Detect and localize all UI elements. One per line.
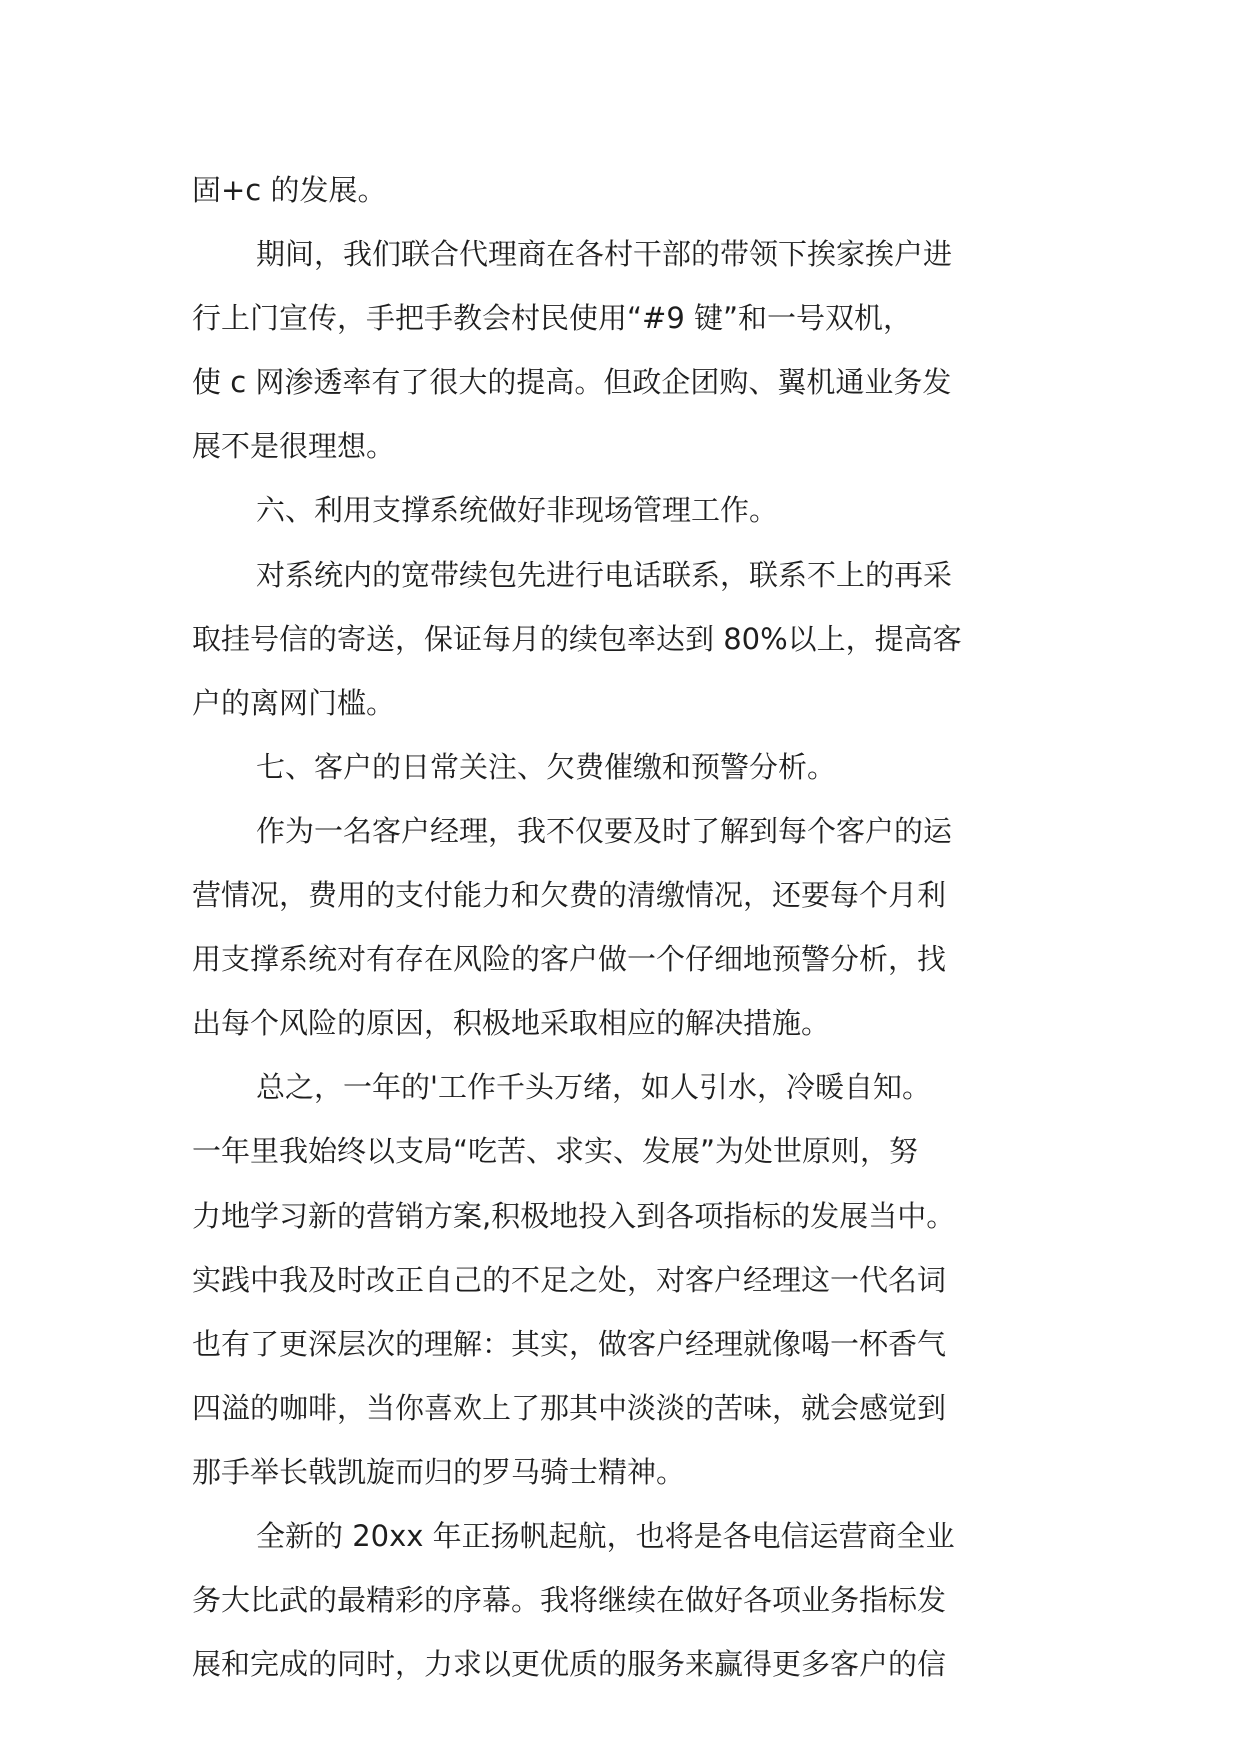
text-line: 务大比武的最精彩的序幕。我将继续在做好各项业务指标发	[192, 1583, 947, 1618]
text-line: 期间，我们联合代理商在各村干部的带领下挨家挨户进	[256, 237, 953, 272]
text-line: 也有了更深层次的理解：其实，做客户经理就像喝一杯香气	[192, 1326, 947, 1361]
text-line: 总之，一年的'工作千头万绪，如人引水，冷暖自知。	[256, 1070, 931, 1105]
text-line: 用支撑系统对有存在风险的客户做一个仔细地预警分析，找	[192, 942, 947, 977]
text-line: 那手举长戟凯旋而归的罗马骑士精神。	[192, 1454, 686, 1489]
text-line: 四溢的咖啡，当你喜欢上了那其中淡淡的苦味，就会感觉到	[192, 1390, 947, 1425]
document-body	[192, 158, 1052, 1696]
text-line: 营情况，费用的支付能力和欠费的清缴情况，还要每个月利	[192, 878, 947, 913]
text-line: 全新的 20xx 年正扬帆起航，也将是各电信运营商全业	[256, 1518, 955, 1553]
text-line: 固+c 的发展。	[192, 173, 387, 207]
text-line: 一年里我始终以支局“吃苦、求实、发展”为处世原则，努	[192, 1134, 919, 1169]
text-line: 力地学习新的营销方案,积极地投入到各项指标的发展当中。	[192, 1198, 956, 1233]
text-line: 七、客户的日常关注、欠费催缴和预警分析。	[256, 749, 837, 784]
text-line: 六、利用支撑系统做好非现场管理工作。	[256, 493, 779, 528]
text-line: 展和完成的同时，力求以更优质的服务来赢得更多客户的信	[192, 1647, 947, 1682]
text-line: 实践中我及时改正自己的不足之处，对客户经理这一代名词	[192, 1262, 947, 1297]
text-line: 出每个风险的原因，积极地采取相应的解决措施。	[192, 1006, 831, 1041]
text-line: 使 c 网渗透率有了很大的提高。但政企团购、翼机通业务发	[192, 365, 952, 400]
text-line: 对系统内的宽带续包先进行电话联系，联系不上的再采	[256, 557, 953, 592]
text-line: 展不是很理想。	[192, 429, 396, 464]
text-line: 取挂号信的寄送，保证每月的续包率达到 80%以上，提高客	[192, 621, 962, 656]
text-line: 行上门宣传，手把手教会村民使用“#9 键”和一号双机，	[192, 301, 913, 336]
text-line: 户的离网门槛。	[192, 685, 396, 720]
text-line: 作为一名客户经理，我不仅要及时了解到每个客户的运	[256, 813, 953, 848]
